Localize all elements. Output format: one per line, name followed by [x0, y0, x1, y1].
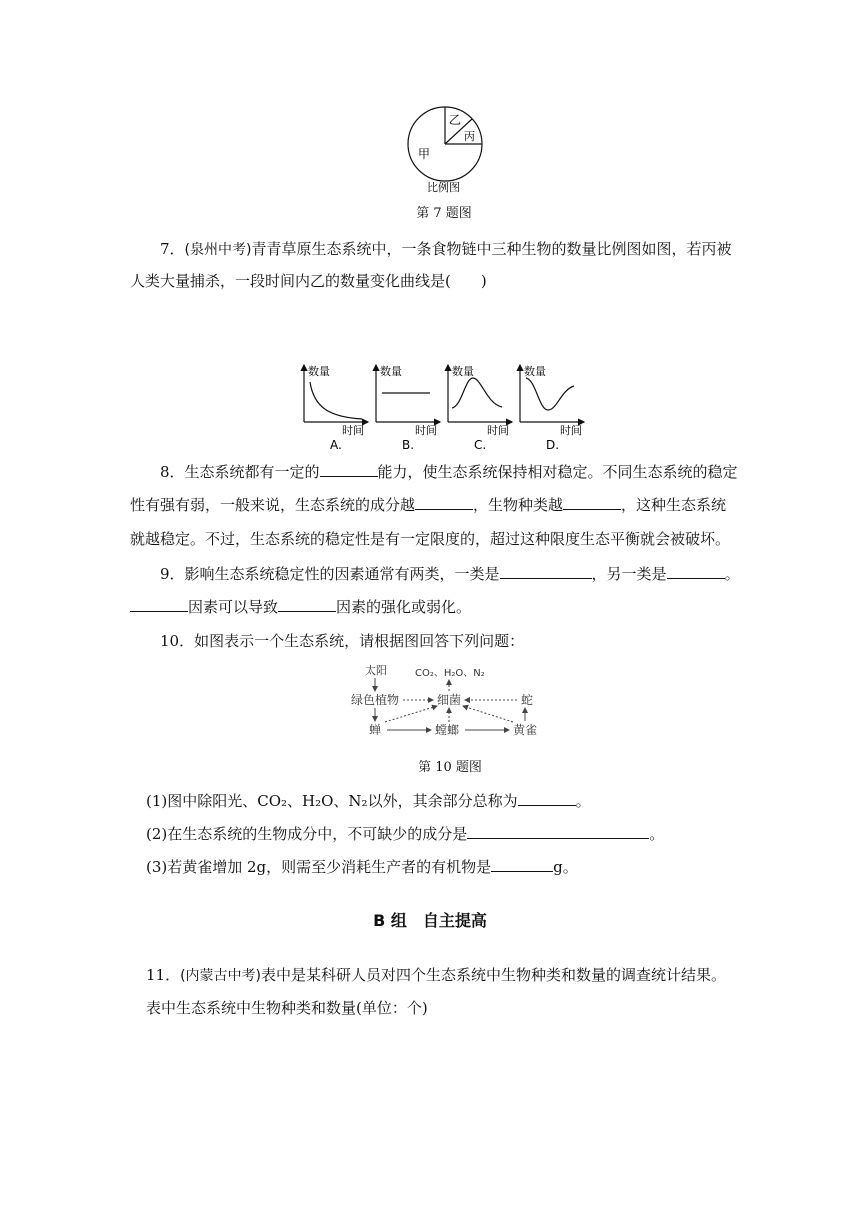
- pie-label-bing: 丙: [464, 130, 475, 143]
- graph-a: [304, 364, 368, 452]
- q9-blank-1[interactable]: [500, 564, 592, 579]
- figure-7-caption: 第 7 题图: [416, 206, 472, 221]
- fw-mantis: 螳螂: [435, 723, 460, 737]
- q9-line1: [160, 563, 740, 584]
- q8-text-2a: 性有强有弱，一般来说，生态系统的成分越: [130, 496, 416, 514]
- q10-blank-3[interactable]: [491, 857, 553, 872]
- q7-line1: [160, 238, 732, 259]
- q10-sub2: [146, 823, 664, 844]
- q9-text-1b: ，另一类是: [591, 565, 667, 583]
- graph-a-option: A.: [330, 438, 342, 452]
- q9-blank-4[interactable]: [278, 597, 336, 612]
- graph-c: [448, 364, 512, 452]
- q8-line3: 就越稳定。不过，生态系统的稳定性是有一定限度的，超过这种限度生态平衡就会被破坏。: [130, 530, 731, 548]
- figure-10-food-web: [345, 660, 555, 742]
- q9-text-2b: 因素的强化或弱化。: [336, 598, 472, 616]
- fw-cicada: 蝉: [369, 723, 382, 737]
- q8-text-2c: ，这种生态系统: [621, 496, 727, 514]
- q7-number: 7．: [160, 240, 185, 258]
- graph-d-option: D.: [546, 438, 560, 452]
- q7-text-1: 青青草原生态系统中，一条食物链中三种生物的数量比例图如图，若丙被: [251, 240, 732, 258]
- q8-blank-3[interactable]: [563, 495, 621, 510]
- q8-blank-1[interactable]: [320, 462, 378, 477]
- q9-text-2a: 因素可以导致: [188, 598, 279, 616]
- figure-10-caption: 第 10 题图: [418, 760, 482, 775]
- q8-line1: [160, 461, 738, 482]
- q10-sub2-end: 。: [649, 825, 665, 843]
- q8-text-1a: 8．生态系统都有一定的: [160, 463, 320, 481]
- q8-blank-2[interactable]: [415, 495, 473, 510]
- pie-label-yi: 乙: [449, 113, 462, 127]
- q10-blank-1[interactable]: [518, 791, 576, 806]
- q9-line2: [130, 596, 471, 617]
- fw-snake: 蛇: [521, 693, 534, 707]
- q10-sub1-end: 。: [575, 792, 591, 810]
- pie-sublabel: 比例图: [427, 181, 460, 194]
- graph-b-ylabel: 数量: [380, 365, 402, 378]
- q8-line2: [130, 494, 726, 515]
- graph-b-option: B.: [402, 438, 415, 452]
- graph-a-ylabel: 数量: [308, 365, 330, 378]
- section-b-heading: B 组 自主提高: [373, 911, 487, 930]
- q8-text-2b: ，生物种类越: [473, 496, 564, 514]
- fw-bacteria: 细菌: [437, 693, 462, 707]
- q10-intro: 10．如图表示一个生态系统，请根据图回答下列问题：: [160, 632, 525, 650]
- q11-number: 11．: [146, 966, 181, 984]
- figure-7-pie: [400, 100, 490, 195]
- q10-blank-2[interactable]: [467, 824, 649, 839]
- q9-text-1a: 9．影响生态系统稳定性的因素通常有两类，一类是: [160, 565, 500, 583]
- q11-line1: [146, 964, 726, 985]
- q10-sub3-end: g。: [553, 858, 578, 876]
- q10-sub1: [146, 790, 591, 811]
- q7-option-graphs: [290, 360, 590, 455]
- graph-c-xlabel: 时间: [487, 424, 509, 437]
- graph-a-xlabel: 时间: [342, 424, 364, 437]
- q10-sub2-text: (2)在生态系统的生物成分中，不可缺少的成分是: [146, 825, 468, 843]
- fw-sun: 太阳: [365, 664, 387, 677]
- graph-c-option: C.: [474, 438, 487, 452]
- q9-blank-3[interactable]: [130, 597, 188, 612]
- q10-sub3: [146, 856, 578, 877]
- q11-source: (内蒙古中考): [180, 968, 262, 984]
- graph-c-ylabel: 数量: [452, 365, 474, 378]
- graph-d-ylabel: 数量: [524, 365, 546, 378]
- fw-oriole: 黄雀: [513, 723, 538, 737]
- graph-b: [376, 364, 440, 452]
- q7-source: (泉州中考): [184, 242, 252, 258]
- graph-b-xlabel: 时间: [415, 424, 437, 437]
- fw-plant: 绿色植物: [351, 693, 400, 707]
- pie-label-jia: 甲: [418, 147, 431, 161]
- q10-sub1-text: (1)图中除阳光、CO₂、H₂O、N₂以外，其余部分总称为: [146, 792, 518, 810]
- q10-sub3-text: (3)若黄雀增加 2g，则需至少消耗生产者的有机物是: [146, 858, 492, 876]
- fw-gases: CO₂、H₂O、N₂: [415, 668, 485, 679]
- q7-line2: 人类大量捕杀，一段时间内乙的数量变化曲线是( ): [130, 272, 487, 290]
- graph-d-xlabel: 时间: [560, 424, 582, 437]
- q11-text: 表中是某科研人员对四个生态系统中生物种类和数量的调查统计结果。: [261, 966, 727, 984]
- q9-blank-2[interactable]: [667, 564, 725, 579]
- q11-line2: 表中生态系统中生物种类和数量(单位：个): [146, 999, 428, 1017]
- graph-d: [520, 364, 584, 452]
- q8-text-1b: 能力，使生态系统保持相对稳定。不同生态系统的稳定: [377, 463, 738, 481]
- q9-text-1c: 。: [724, 565, 740, 583]
